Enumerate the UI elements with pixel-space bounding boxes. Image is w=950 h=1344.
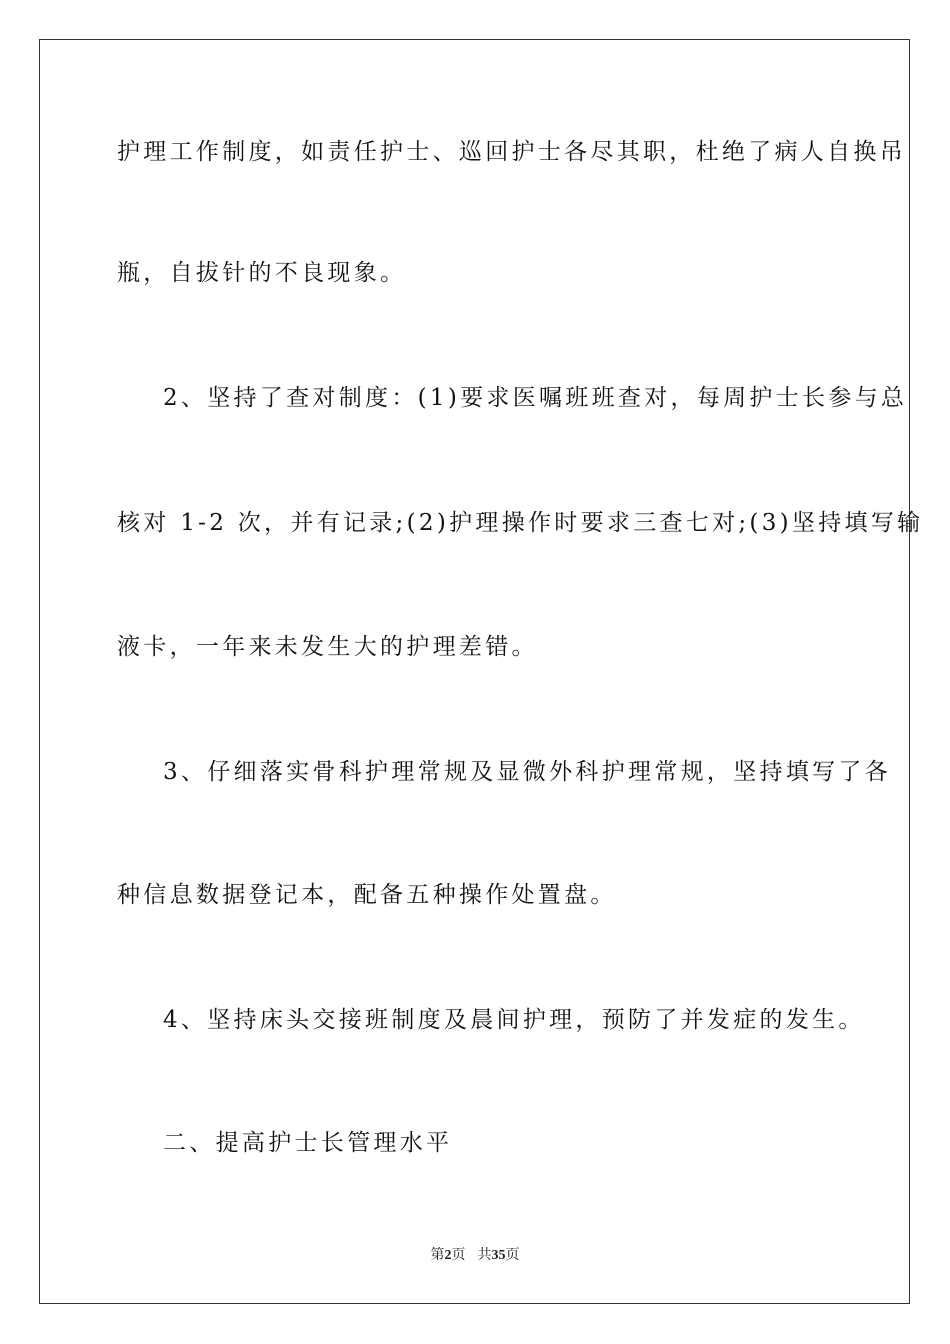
page-border — [39, 39, 910, 1304]
body-line-8: 4、坚持床头交接班制度及晨间护理，预防了并发症的发生。 — [163, 1007, 865, 1033]
body-line-2: 瓶，自拔针的不良现象。 — [117, 260, 407, 286]
section-heading: 二、提高护士长管理水平 — [163, 1130, 453, 1156]
page-footer — [0, 1247, 950, 1265]
footer-total-pages: 35 — [491, 1248, 506, 1263]
footer-page-number: 2 — [444, 1248, 452, 1263]
body-line-3: 2、坚持了查对制度：(1)要求医嘱班班查对，每周护士长参与总 — [163, 385, 908, 411]
body-line-1: 护理工作制度，如责任护士、巡回护士各尽其职，杜绝了病人自换吊 — [117, 139, 906, 165]
body-line-7: 种信息数据登记本，配备五种操作处置盘。 — [117, 882, 617, 908]
footer-total-suffix: 页 — [505, 1248, 520, 1263]
body-line-6: 3、仔细落实骨科护理常规及显微外科护理常规，坚持填写了各 — [163, 759, 892, 785]
footer-page-suffix: 页 — [451, 1248, 466, 1263]
footer-page-prefix: 第 — [430, 1248, 445, 1263]
body-line-4: 核对 1-2 次，并有记录;(2)护理操作时要求三查七对;(3)坚持填写输 — [117, 510, 924, 536]
footer-total-prefix: 共 — [477, 1248, 492, 1263]
body-line-5: 液卡，一年来未发生大的护理差错。 — [117, 634, 538, 660]
